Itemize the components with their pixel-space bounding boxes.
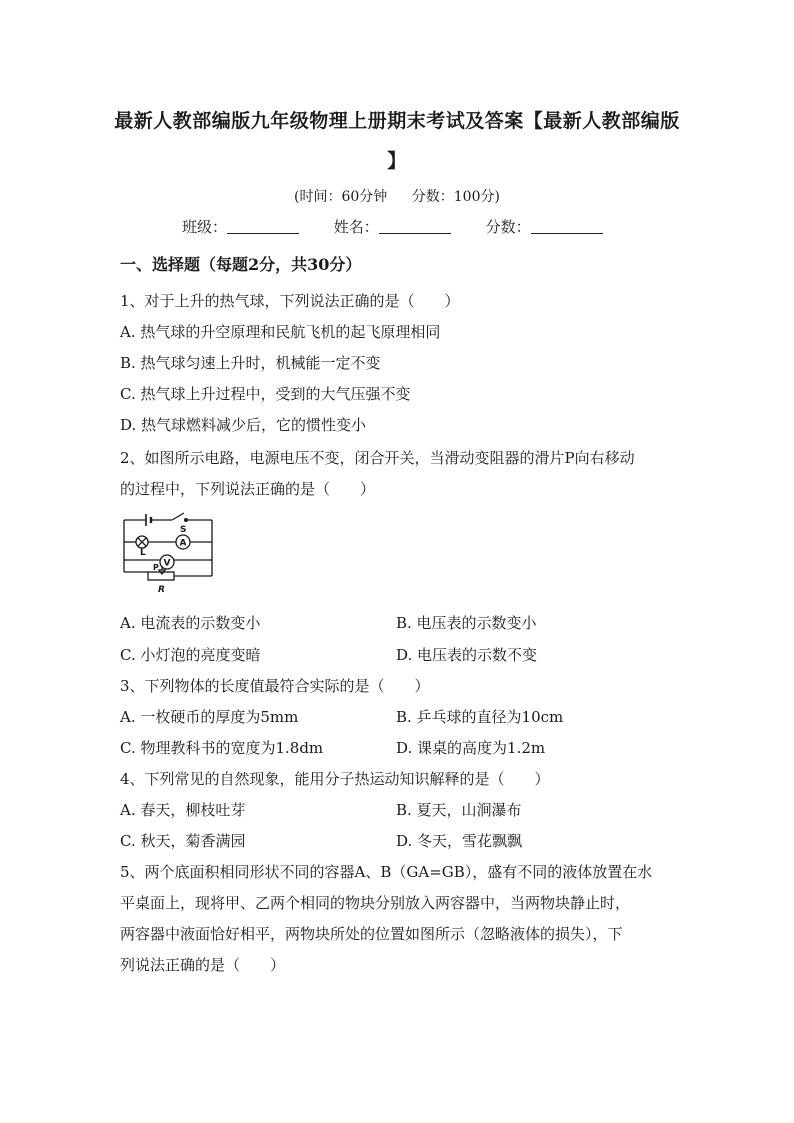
class-blank <box>227 219 299 234</box>
question-2-option-d: D. 电压表的示数不变 <box>396 646 538 664</box>
exam-title-line-1: 最新人教部编版九年级物理上册期末考试及答案【最新人教部编版 <box>114 110 680 132</box>
question-1-stem: 1、对于上升的热气球，下列说法正确的是（ ） <box>120 292 460 310</box>
class-label: 班级： <box>182 218 228 236</box>
question-5-stem-line-4: 列说法正确的是（ ） <box>120 956 286 974</box>
question-1-option-c: C. 热气球上升过程中，受到的大气压强不变 <box>120 385 411 403</box>
question-2-stem-line-2: 的过程中，下列说法正确的是（ ） <box>120 480 376 498</box>
exam-time-score <box>0 186 794 206</box>
points-label: 分数： <box>485 218 531 236</box>
question-3-option-d: D. 课桌的高度为1.2m <box>396 739 546 757</box>
question-2-option-a: A. 电流表的示数变小 <box>120 614 261 632</box>
score-text: 分数：100分) <box>411 189 500 205</box>
question-4-option-a: A. 春天，柳枝吐芽 <box>120 801 246 819</box>
circuit-label-p: P <box>153 563 159 572</box>
question-4-option-c: C. 秋天，菊香满园 <box>120 832 246 850</box>
question-1-option-d: D. 热气球燃料减少后，它的惯性变小 <box>120 416 367 434</box>
question-5-stem-line-1: 5、两个底面积相同形状不同的容器A、B（GA=GB），盛有不同的液体放置在水 <box>120 863 653 881</box>
circuit-label-l: L <box>140 548 146 558</box>
question-3-stem: 3、下列物体的长度值最符合实际的是（ ） <box>120 677 430 695</box>
question-1-option-b: B. 热气球匀速上升时，机械能一定不变 <box>120 354 381 372</box>
exam-title-line-2: 】 <box>387 150 407 172</box>
name-blank <box>379 219 451 234</box>
circuit-diagram <box>118 508 218 596</box>
section-title: 一、选择题（每题2分，共30分） <box>120 255 362 274</box>
question-2-option-c: C. 小灯泡的亮度变暗 <box>120 646 261 664</box>
circuit-label-a: A <box>179 538 187 549</box>
name-label: 姓名： <box>333 218 379 236</box>
question-3-option-a: A. 一枚硬币的厚度为5mm <box>120 708 299 726</box>
question-4-option-d: D. 冬天，雪花飘飘 <box>396 832 523 850</box>
time-text: (时间：60分钟 <box>294 189 388 205</box>
student-info-line <box>182 216 603 237</box>
circuit-label-r: R <box>158 585 165 595</box>
question-3-option-c: C. 物理教科书的宽度为1.8dm <box>120 739 324 757</box>
question-1-option-a: A. 热气球的升空原理和民航飞机的起飞原理相同 <box>120 323 441 341</box>
circuit-label-s: S <box>180 525 187 535</box>
question-4-option-b: B. 夏天，山涧瀑布 <box>396 801 522 819</box>
question-2-option-b: B. 电压表的示数变小 <box>396 614 537 632</box>
points-blank <box>531 219 603 234</box>
question-4-stem: 4、下列常见的自然现象，能用分子热运动知识解释的是（ ） <box>120 770 550 788</box>
question-5-stem-line-3: 两容器中液面恰好相平，两物块所处的位置如图所示（忽略液体的损失），下 <box>120 925 623 943</box>
question-3-option-b: B. 乒乓球的直径为10cm <box>396 708 564 726</box>
question-2-stem-line-1: 2、如图所示电路，电源电压不变，闭合开关，当滑动变阻器的滑片P向右移动 <box>120 449 635 467</box>
circuit-label-v: V <box>163 558 171 569</box>
question-5-stem-line-2: 平桌面上，现将甲、乙两个相同的物块分别放入两容器中，当两物块静止时， <box>120 894 631 912</box>
